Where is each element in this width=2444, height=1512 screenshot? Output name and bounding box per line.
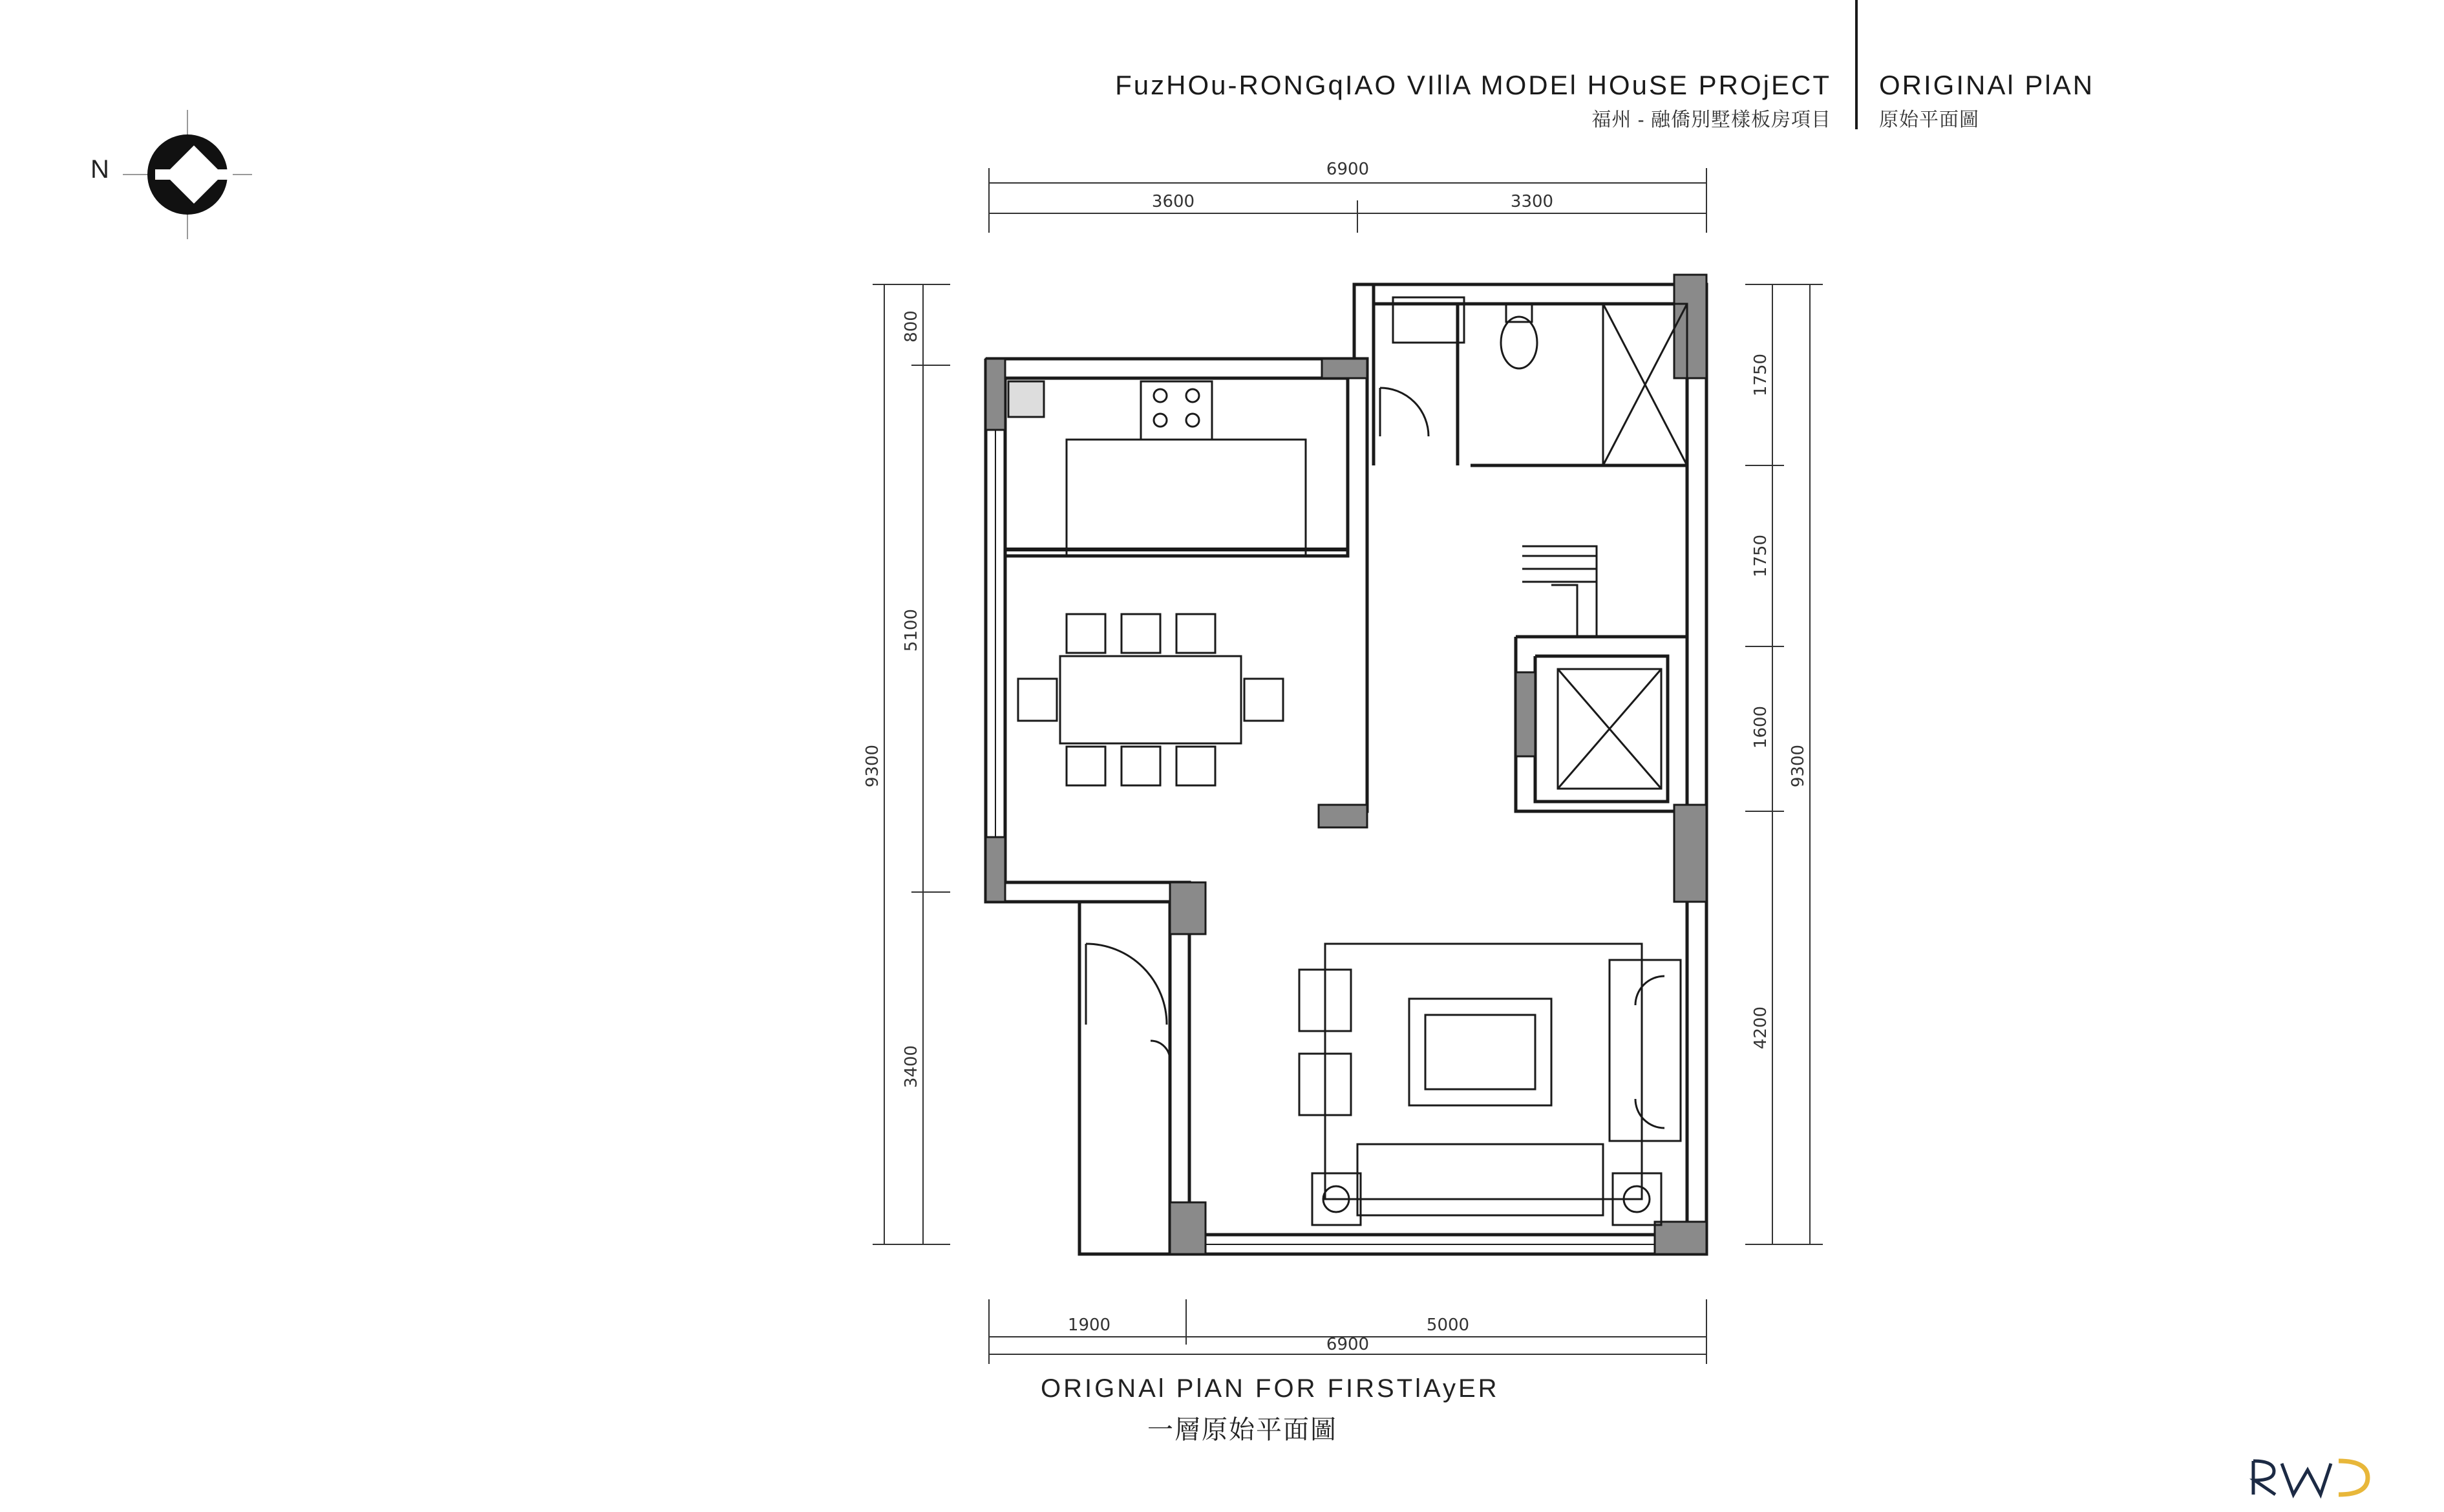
- dim-bottom-total: 6900: [1326, 1335, 1370, 1354]
- dim-right-4200: 4200: [1751, 1006, 1770, 1050]
- plan-caption-cn: 一層原始平面圖: [1147, 1415, 1337, 1444]
- dim-bottom-left: 1900: [1067, 1315, 1111, 1335]
- sheet-title: ORIGINAl PlAN: [1879, 70, 2095, 100]
- dim-left-3400: 3400: [902, 1045, 921, 1089]
- dim-left-800: 800: [902, 310, 921, 343]
- project-subtitle: 福州 - 融僑別墅樣板房項目: [1591, 109, 1831, 131]
- doors: [986, 430, 1655, 1244]
- north-arrow-icon: [123, 110, 252, 239]
- sheet-subtitle: 原始平面圖: [1879, 109, 1979, 131]
- dim-right-1600: 1600: [1751, 705, 1770, 749]
- living-room-furniture: [1299, 944, 1681, 1225]
- exterior-walls: [986, 284, 1706, 1254]
- dim-top-left: 3600: [1151, 192, 1195, 211]
- bathroom-fixtures: [1380, 297, 1687, 465]
- plan-caption: ORIGNAl PlAN FOR FIRSTlAyER: [1041, 1374, 1500, 1403]
- dim-top-right: 3300: [1510, 192, 1554, 211]
- dining-table: [1018, 614, 1283, 785]
- dim-bottom-right: 5000: [1426, 1315, 1470, 1335]
- dim-right-total: 9300: [1789, 744, 1808, 788]
- project-title: FuzHOu-RONGqIAO VIllA MODEl HOuSE PROjECT: [1115, 70, 1831, 100]
- dim-top-total: 6900: [1326, 160, 1370, 179]
- rwd-logo: [2248, 1454, 2371, 1500]
- dim-left-5100: 5100: [902, 608, 921, 652]
- dim-left-total: 9300: [863, 744, 882, 788]
- dim-right-1750a: 1750: [1751, 353, 1770, 397]
- dim-right-1750b: 1750: [1751, 534, 1770, 578]
- kitchen-counter: [1005, 381, 1348, 556]
- elevator: [1558, 669, 1661, 789]
- stair: [1522, 546, 1597, 637]
- north-label: N: [90, 155, 109, 184]
